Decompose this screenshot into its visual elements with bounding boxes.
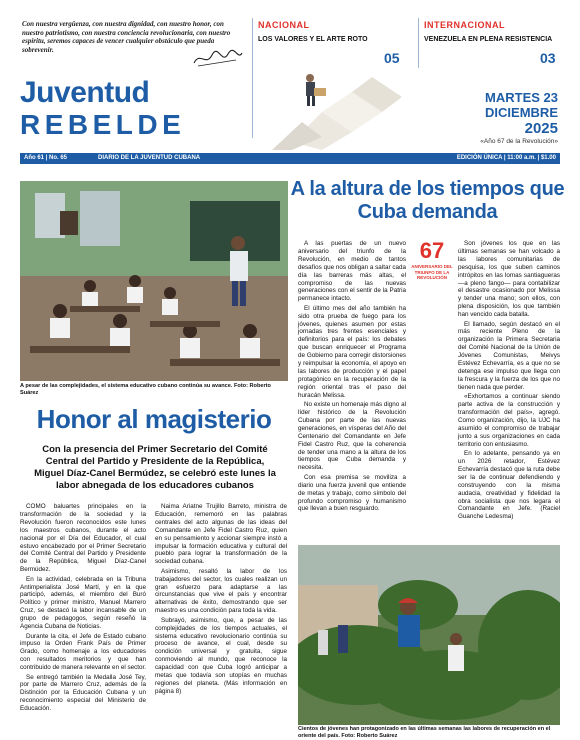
paragraph: El llamado, según destacó en el más reciente Pleno de la organización la Primera Secretaria del Comité Nacional de la Unión de Jóvenes Comunistas, Meivys Estévez Echevarría, es a que no se detenga ese impulso que llega con la frescura y la fuerza de los que no tienen nada que perder.	[458, 320, 560, 391]
paragraph: En la actividad, celebrada en la Tribuna Antimperialista José Martí, y en la que participó, además, el miembro del Buró Político y primer ministro, Manuel Marrero Cruz, se destacó la labor incansable de un grupo de pedagogos, según reseñó la Agencia Cubana de Noticias.	[20, 575, 146, 631]
lead-headline[interactable]: Honor al magisterio	[36, 404, 272, 434]
section-label: INTERNACIONAL	[424, 20, 505, 30]
second-photo-caption: Cientos de jóvenes han protagonizado en las últimas semanas las labores de recuperación en el oriente del país. Foto: Roberto Suárez	[298, 726, 551, 739]
date-note: «Año 67 de la Revolución»	[480, 138, 558, 145]
paragraph: Durante la cita, el Jefe de Estado cubano impuso la Orden Frank País de Primer Grado, como homenaje a los educadores con resultados meritorios y que han contribuido de manera relevante en el sector.	[20, 632, 147, 672]
teaser-internacional[interactable]	[424, 20, 564, 43]
date-day: MARTES 23	[485, 90, 558, 105]
second-headline[interactable]: A la altura de los tiempos que Cuba demanda	[290, 178, 565, 223]
issue-number: Año 61 | No. 65	[24, 155, 68, 161]
masthead-quote: Con nuestra vergüenza, con nuestra dignidad, con nuestro honor, con nuestro patriotismo, con nuestra conciencia revolucionaria, con nuestro espíritu, seremos capaces de vencer cualquier obstáculo que pueda sobrevenir.	[22, 20, 231, 54]
logo-juventud: Juventud	[20, 76, 150, 109]
badge-number: 67	[419, 238, 445, 263]
divider	[418, 18, 419, 68]
paragraph: En lo adelante, pensando ya en un 2026 retador, Estévez Echevarría destacó que la ruta debe ser la de continuar defendiendo y construyendo con la misma audacia, creatividad y fidelidad la obra socialista que nos legara el Comandante en Jefe. (Raciel Guanche Ledesma)	[458, 450, 560, 521]
lead-column-1	[20, 503, 146, 715]
lead-photo-classroom	[20, 181, 288, 381]
date-year: 2025	[524, 120, 558, 137]
anniversary-badge	[410, 240, 454, 281]
lead-photo-caption: A pesar de las complejidades, el sistema educativo cubano continúa su avance. Foto: Roberto Suárez	[20, 383, 271, 396]
divider	[252, 18, 253, 138]
page-number: 03	[540, 50, 556, 66]
badge-text: ANIVERSARIO DEL TRIUNFO DE LA REVOLUCIÓN	[411, 264, 453, 280]
teaser-nacional[interactable]	[258, 20, 408, 43]
paragraph: «Exhortamos a continuar siendo parte activa de la construcción y transformación del país», agregó. Como organización, dijo, la UJC ha asumido el compromiso de trabajar junto a sus organizaciones en cada territorio con entusiasmo.	[458, 393, 560, 448]
logo-rebelde: REBELDE	[20, 109, 186, 140]
paper-tagline: DIARIO DE LA JUVENTUD CUBANA	[98, 155, 201, 161]
page-number: 05	[384, 50, 400, 66]
paragraph: Son jóvenes los que en las últimas semanas se han volcado a las labores comunitarias de pesquisa, los que suben caminos intrópitos en las lomas santiagueras —a pleno fango— para contabilizar el desastre ocasionado por Melissa y tender una mano; son ellos, con plena disposición, los que también han vencido cada batalla.	[458, 240, 560, 319]
paragraph: Subrayó, asimismo, que, a pesar de las complejidades de los tiempos actuales, el sistema educativo revolucionario continúa su proceso de avance, el cual, desde su condición universal y gratuita, sigue conmoviendo al mundo, que reconoce la capacidad con que Cuba logró anticipar a metas que todavía son utopías en muchas regiones del planeta. (Más información en página 8)	[155, 616, 287, 695]
lead-subhead: Con la presencia del Primer Secretario del Comité Central del Partido y Presidente de la República, Miguel Díaz-Canel Bermúdez, se celebró este lunes la labor abnegada de los educadores cubanos	[34, 444, 276, 491]
lead-column-2	[155, 503, 287, 697]
signature-mark	[190, 45, 245, 71]
paragraph: Con esa premisa se moviliza a diario una fuerza juvenil que entiende de metas y trabajo, como símbolo del profundo compromiso y humanismo que llevan a buen resguardo.	[298, 473, 406, 513]
teaser-headline: LOS VALORES Y EL ARTE ROTO	[258, 36, 368, 43]
edition-info: EDICIÓN ÚNICA | 11:00 a.m. | $1.00	[456, 155, 556, 161]
second-photo-recovery	[298, 545, 560, 725]
paragraph: COMO baluartes principales en la transformación de la sociedad y la Revolución fueron reconocidos este lunes los maestros cubanos, durante el acto nacional por el Día del Educador, el cual estuvo encabezado por el Primer Secretario del Comité Central del Partido y Presidente de la República, Miguel Díaz-Canel Bermúdez.	[20, 503, 146, 574]
teaser-photo	[262, 62, 412, 150]
info-bar	[20, 153, 560, 164]
paragraph: No existe un homenaje más digno al líder histórico de la Revolución Cubana por parte de las nuevas generaciones, en vísperas del Año del Centenario del Comandante en Jefe Fidel Castro Ruz, que la coherencia de tender una mano a la altura de los tiempos que Cuba demanda y necesita.	[298, 401, 406, 472]
date-month: DICIEMBRE	[485, 105, 558, 120]
paragraph: Se entregó también la Medalla José Tey, por parte de Marrero Cruz, además de la Distinción por la Educación Cubana y un reconocimiento especial del Ministerio de Educación.	[20, 673, 146, 713]
paragraph: A las puertas de un nuevo aniversario del triunfo de la Revolución, en medio de tantos desafíos que nos obligan a saltar cada día las barreras más altas, el compromiso de las nuevas generaciones con el sentir de la Patria permanece intacto.	[298, 240, 406, 303]
paragraph: Naima Ariatne Trujillo Barreto, ministra de Educación, rememoró en las palabras centrales del acto algunas de las ideas del Comandante en Jefe Fidel Castro Ruz, quien en su pensamiento y accionar siempre instó a impulsar la formación educativa y cultural del pueblo para lograr la transformación de la sociedad cubana.	[155, 503, 287, 566]
teaser-headline: VENEZUELA EN PLENA RESISTENCIA	[424, 36, 553, 43]
paragraph: Asimismo, resaltó la labor de los trabajadores del sector, los cuales realizan un gran esfuerzo para adaptarse a las circunstancias que vive el país y encontrar alternativas de éxito, demostrando que ser maestro es una condición para toda la vida.	[155, 567, 287, 615]
second-column-2	[458, 240, 560, 523]
section-label: NACIONAL	[258, 20, 310, 30]
second-column-1	[298, 240, 406, 515]
paragraph: El último mes del año también ha sido otra prueba de fuego para los jóvenes, quienes asumen por estas jornadas tres frentes esenciales y definitorios para el país: los debates que buscan enriquecer el Programa de Gobierno para corregir distorsiones y reimpulsar la economía, el apoyo en las labores de producción y el papel protagónico en la recuperación de la región oriental tras el paso del huracán Melissa.	[298, 304, 406, 399]
